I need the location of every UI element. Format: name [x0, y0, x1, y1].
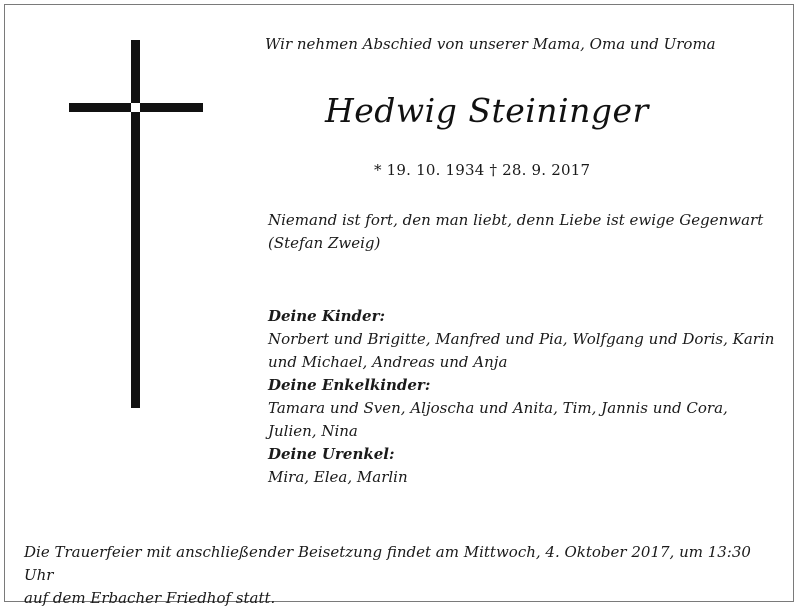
funeral-info — [24, 541, 784, 610]
funeral-info-line-2: auf dem Erbacher Friedhof statt. — [24, 589, 276, 607]
family-list — [268, 305, 783, 489]
quote-author: (Stefan Zweig) — [268, 234, 381, 252]
deceased-name: Hedwig Steininger — [325, 91, 649, 130]
quote-text: Niemand ist fort, den man liebt, denn Liebe ist ewige Gegenwart — [268, 211, 764, 229]
intro-text: Wir nehmen Abschied von unserer Mama, Oma und Uroma — [265, 35, 716, 53]
grandchildren-line-2: Julien, Nina — [268, 422, 358, 440]
children-heading: Deine Kinder: — [268, 307, 386, 325]
grandchildren-line-1: Tamara und Sven, Aljoscha und Anita, Tim, Jannis und Cora, — [268, 399, 728, 417]
children-line-2: und Michael, Andreas und Anja — [268, 353, 508, 371]
children-line-1: Norbert und Brigitte, Manfred und Pia, Wolfgang und Doris, Karin — [268, 330, 775, 348]
grandchildren-heading: Deine Enkelkinder: — [268, 376, 431, 394]
quote-block — [268, 209, 778, 255]
life-dates: * 19. 10. 1934 † 28. 9. 2017 — [374, 161, 591, 179]
greatgrandchildren-heading: Deine Urenkel: — [268, 445, 395, 463]
cross-center-highlight — [131, 103, 140, 112]
funeral-info-line-1: Die Trauerfeier mit anschließender Beisetzung findet am Mittwoch, 4. Oktober 2017, um 13:30 Uhr — [24, 543, 751, 584]
cross-vertical-bar — [131, 40, 140, 408]
greatgrandchildren-line-1: Mira, Elea, Marlin — [268, 468, 408, 486]
